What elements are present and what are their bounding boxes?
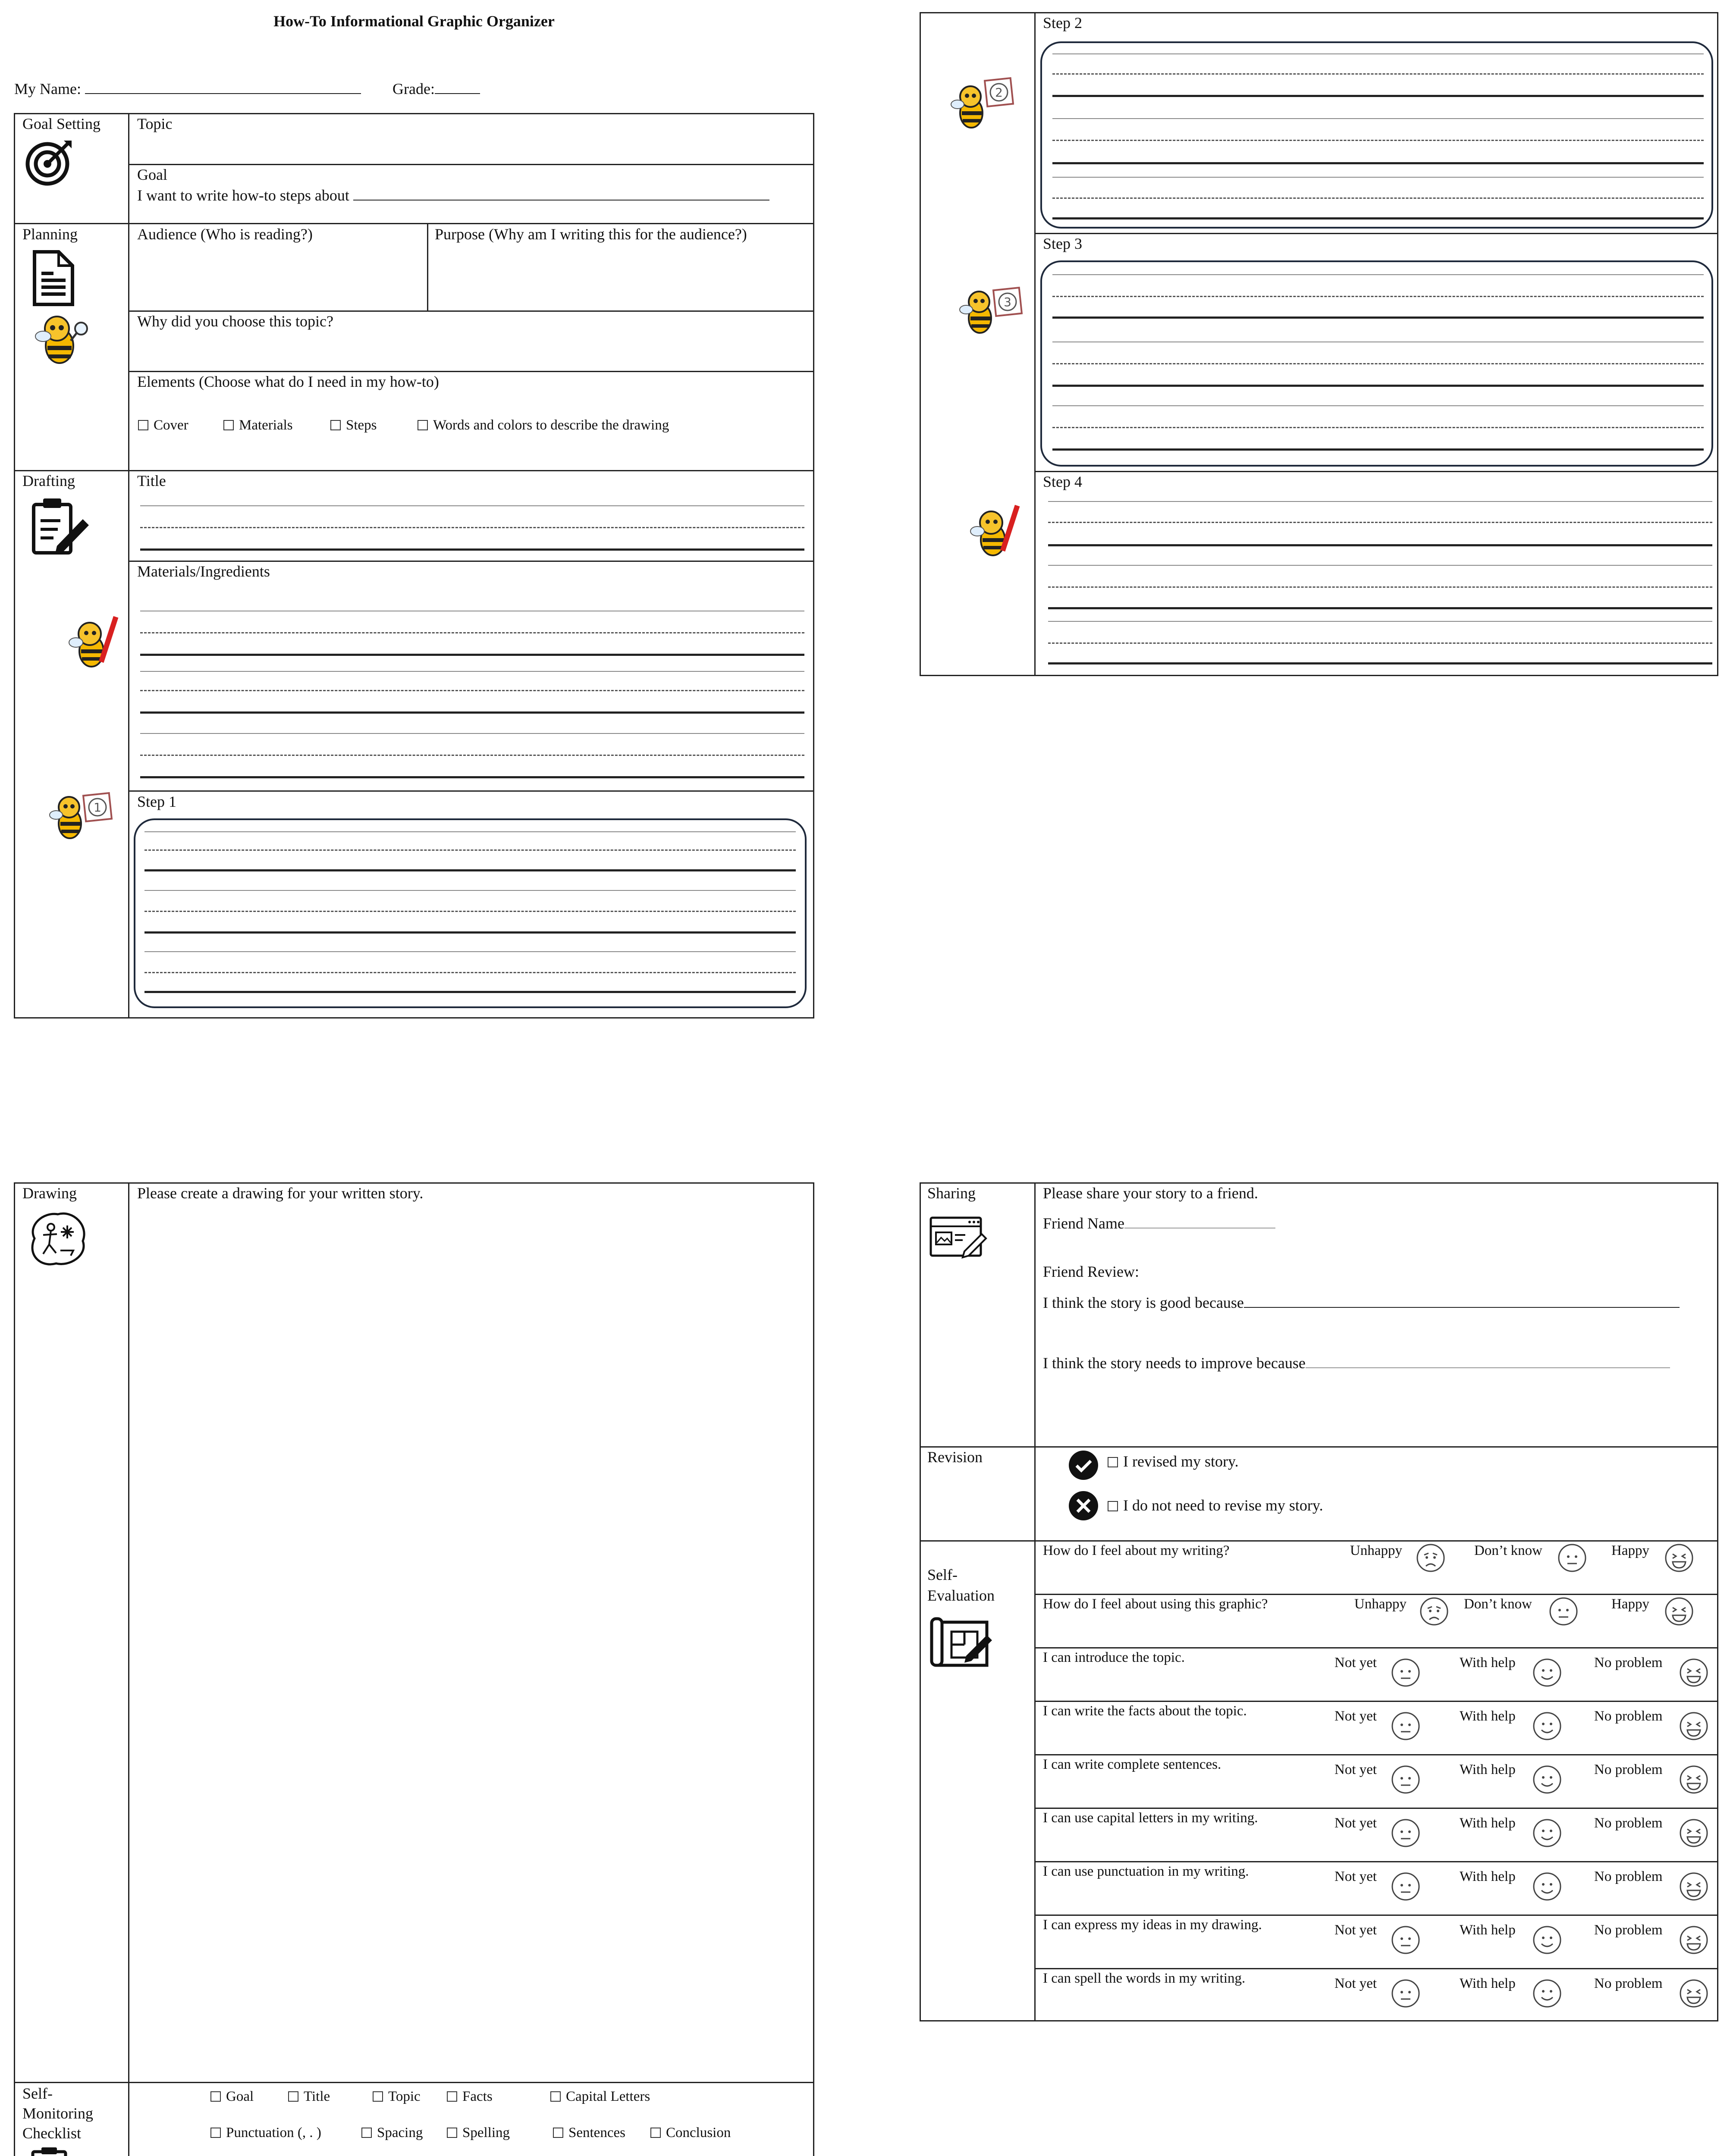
with-help-face-icon[interactable]: [1532, 1978, 1562, 2009]
writing-line[interactable]: [1048, 662, 1712, 664]
row-divider: [128, 371, 814, 372]
step2-label: Step 2: [1043, 14, 1083, 31]
writing-line[interactable]: [1048, 565, 1712, 566]
friend-review-label: Friend Review:: [1043, 1263, 1139, 1280]
materials-label: Materials/Ingredients: [137, 563, 270, 580]
writing-line[interactable]: [140, 776, 804, 778]
svg-text:2: 2: [995, 85, 1003, 100]
name-line: [14, 80, 361, 98]
step1-label: Step 1: [137, 793, 177, 810]
option-with-help: With help: [1460, 1655, 1516, 1670]
checklist-label-line2: Monitoring: [22, 2105, 94, 2122]
drawing-icon: [26, 1208, 91, 1269]
check-sentences[interactable]: [553, 2125, 625, 2141]
column-divider: [427, 223, 428, 310]
elements-label: Elements (Choose what do I need in my how-to): [137, 373, 439, 390]
writing-line: [1052, 385, 1704, 387]
writing-line: [144, 951, 796, 952]
option-dont-know: Don’t know: [1474, 1543, 1542, 1558]
writing-line: [1052, 274, 1704, 275]
row-divider: [14, 470, 814, 471]
step2-writing-box[interactable]: [1040, 41, 1713, 229]
row-divider: [1034, 1915, 1718, 1916]
row-divider: [1034, 1968, 1718, 1969]
option-no-problem: No problem: [1594, 1922, 1663, 1938]
bee-pencil-icon: [65, 611, 121, 672]
not-yet-face-icon[interactable]: [1391, 1978, 1421, 2009]
writing-line: [144, 911, 796, 912]
self-evaluation-label-line2: Evaluation: [927, 1587, 995, 1604]
bee-number-3-icon: [958, 279, 1031, 340]
with-help-face-icon[interactable]: [1532, 1658, 1562, 1688]
check-spelling[interactable]: [447, 2125, 510, 2141]
writing-line: [144, 890, 796, 891]
row-divider: [128, 561, 814, 562]
check-goal-label: Goal: [226, 2089, 254, 2104]
option-no-problem: No problem: [1594, 1976, 1663, 1991]
check-spacing[interactable]: [361, 2125, 423, 2141]
option-no-problem: No problem: [1594, 1708, 1663, 1724]
checklist-icon: [30, 2146, 69, 2156]
row-divider: [128, 790, 814, 792]
skill-statement: I can write complete sentences.: [1043, 1757, 1221, 1772]
neutral-face-icon[interactable]: [1557, 1543, 1587, 1573]
planning-label: Planning: [22, 226, 78, 243]
option-not-yet: Not yet: [1334, 1869, 1377, 1884]
row-divider: [1034, 233, 1718, 234]
good-because-label: I think the story is good because: [1043, 1294, 1244, 1311]
row-divider: [128, 164, 814, 165]
check-title[interactable]: [288, 2089, 330, 2105]
improve-because-field[interactable]: [1306, 1355, 1670, 1368]
writing-line: [1052, 317, 1704, 319]
friend-name-label: Friend Name: [1043, 1215, 1124, 1232]
option-not-yet: Not yet: [1334, 1655, 1377, 1670]
target-icon: [25, 139, 73, 187]
self-evaluation-label-line1: Self-: [927, 1566, 958, 1583]
option-no-problem: No problem: [1594, 1869, 1663, 1884]
name-field[interactable]: [85, 81, 361, 94]
writing-line[interactable]: [140, 632, 804, 633]
writing-line: [1052, 427, 1704, 428]
writing-line: [1052, 118, 1704, 119]
no-problem-face-icon[interactable]: [1679, 1658, 1709, 1688]
writing-line[interactable]: [140, 505, 804, 506]
writing-line: [1052, 448, 1704, 451]
checkbox[interactable]: [553, 2128, 563, 2138]
web-page-edit-icon: [928, 1215, 989, 1258]
no-problem-face-icon[interactable]: [1679, 1764, 1709, 1795]
checklist-label-line3: Checklist: [22, 2125, 81, 2142]
writing-line[interactable]: [140, 671, 804, 672]
writing-line: [1052, 405, 1704, 406]
neutral-face-icon[interactable]: [1548, 1596, 1579, 1626]
no-revision-option-label: I do not need to revise my story.: [1123, 1497, 1323, 1514]
skill-statement: I can express my ideas in my drawing.: [1043, 1917, 1262, 1933]
checkbox[interactable]: [1108, 1457, 1118, 1467]
row-divider: [1034, 1647, 1718, 1648]
revision-label: Revision: [927, 1448, 983, 1466]
friend-name-field[interactable]: [1124, 1216, 1275, 1228]
checkbox[interactable]: [447, 2091, 457, 2102]
writing-line: [144, 991, 796, 993]
row-divider: [14, 2082, 814, 2083]
with-help-face-icon[interactable]: [1532, 1711, 1562, 1741]
grade-line: [392, 80, 480, 98]
check-spacing-label: Spacing: [377, 2125, 423, 2140]
checkbox[interactable]: [447, 2128, 457, 2138]
with-help-face-icon[interactable]: [1532, 1925, 1562, 1955]
check-punctuation-label: Punctuation (, . ): [226, 2125, 321, 2140]
checkmark-circle-icon: [1068, 1450, 1099, 1481]
writing-line[interactable]: [140, 711, 804, 714]
writing-line: [1052, 140, 1704, 141]
goal-label: Goal: [137, 166, 167, 183]
option-with-help: With help: [1460, 1869, 1516, 1884]
option-with-help: With help: [1460, 1976, 1516, 1991]
checkbox[interactable]: [138, 420, 148, 430]
writing-line: [1052, 73, 1704, 75]
row-divider: [1034, 1754, 1718, 1755]
writing-line[interactable]: [140, 548, 804, 551]
checkbox[interactable]: [330, 420, 341, 430]
with-help-face-icon[interactable]: [1532, 1764, 1562, 1795]
not-yet-face-icon[interactable]: [1391, 1711, 1421, 1741]
row-divider: [1034, 471, 1718, 472]
row-divider: [1034, 1701, 1718, 1702]
writing-line: [144, 931, 796, 934]
goal-prompt-line: [137, 186, 769, 204]
skill-statement: I can introduce the topic.: [1043, 1650, 1185, 1665]
goal-field[interactable]: [353, 188, 769, 201]
drawing-prompt: Please create a drawing for your written story.: [137, 1185, 424, 1202]
writing-line[interactable]: [140, 527, 804, 528]
checklist-label: [22, 2084, 93, 2143]
writing-line[interactable]: [1048, 642, 1712, 644]
option-with-help: With help: [1460, 1815, 1516, 1831]
writing-line: [144, 972, 796, 973]
with-help-face-icon[interactable]: [1532, 1818, 1562, 1848]
column-divider: [1034, 1182, 1036, 2021]
check-spelling-label: Spelling: [462, 2125, 510, 2140]
document-icon: [32, 250, 75, 306]
row-divider: [14, 223, 814, 224]
option-with-help: With help: [1460, 1762, 1516, 1777]
bee-magnifier-icon: [30, 307, 91, 367]
option-unhappy: Unhappy: [1350, 1543, 1402, 1558]
step4-label: Step 4: [1043, 473, 1083, 490]
writing-line: [1052, 162, 1704, 164]
column-divider: [128, 113, 129, 1018]
friend-name-line: [1043, 1214, 1275, 1232]
check-sentences-label: Sentences: [568, 2125, 625, 2140]
element-option-words-colors-label: Words and colors to describe the drawing: [433, 417, 669, 433]
good-because-field[interactable]: [1244, 1295, 1680, 1308]
check-facts[interactable]: [447, 2089, 493, 2105]
improve-because-label: I think the story needs to improve because: [1043, 1354, 1306, 1372]
svg-text:1: 1: [94, 800, 101, 815]
row-divider: [128, 310, 814, 312]
check-facts-label: Facts: [462, 2089, 493, 2104]
element-option-cover-label: Cover: [154, 417, 188, 433]
option-unhappy: Unhappy: [1354, 1596, 1407, 1612]
writing-line[interactable]: [140, 690, 804, 691]
element-option-words-colors[interactable]: [418, 417, 669, 433]
check-topic[interactable]: [373, 2089, 421, 2105]
check-goal[interactable]: [210, 2089, 254, 2105]
not-yet-face-icon[interactable]: [1391, 1925, 1421, 1955]
step3-label: Step 3: [1043, 235, 1083, 252]
check-capital-letters-label: Capital Letters: [566, 2089, 650, 2104]
option-not-yet: Not yet: [1334, 1815, 1377, 1831]
grade-label: Grade:: [392, 80, 435, 97]
writing-line[interactable]: [140, 733, 804, 734]
skill-statement: I can use capital letters in my writing.: [1043, 1810, 1258, 1826]
row-divider: [920, 1446, 1718, 1448]
option-with-help: With help: [1460, 1922, 1516, 1938]
no-problem-face-icon[interactable]: [1679, 1818, 1709, 1848]
checkbox[interactable]: [650, 2128, 661, 2138]
feel-question: How do I feel about using this graphic?: [1043, 1596, 1268, 1612]
not-yet-face-icon[interactable]: [1391, 1871, 1421, 1902]
option-happy: Happy: [1611, 1596, 1649, 1612]
writing-line: [144, 831, 796, 832]
bee-number-1-icon: [47, 785, 121, 845]
checkbox[interactable]: [223, 420, 234, 430]
good-because-line: [1043, 1294, 1680, 1312]
writing-line: [1052, 177, 1704, 178]
no-revision-option[interactable]: [1108, 1496, 1323, 1514]
not-yet-face-icon[interactable]: [1391, 1818, 1421, 1848]
checkbox[interactable]: [373, 2091, 383, 2102]
element-option-materials-label: Materials: [239, 417, 293, 433]
element-option-cover[interactable]: [138, 417, 188, 433]
element-option-materials[interactable]: [223, 417, 293, 433]
option-no-problem: No problem: [1594, 1655, 1663, 1670]
writing-line: [1052, 197, 1704, 199]
option-dont-know: Don’t know: [1464, 1596, 1532, 1612]
element-option-steps-label: Steps: [346, 417, 377, 433]
writing-line[interactable]: [1048, 621, 1712, 622]
purpose-label: Purpose (Why am I writing this for the audience?): [435, 226, 747, 243]
writing-line: [1052, 53, 1704, 54]
grade-field[interactable]: [435, 81, 480, 94]
unhappy-face-icon[interactable]: [1419, 1596, 1449, 1626]
writing-line: [1052, 296, 1704, 297]
happy-face-icon[interactable]: [1664, 1596, 1694, 1626]
writing-line: [1052, 363, 1704, 364]
writing-line[interactable]: [1048, 607, 1712, 609]
why-topic-label: Why did you choose this topic?: [137, 313, 333, 330]
drawing-label: Drawing: [22, 1185, 77, 1202]
feel-question: How do I feel about my writing?: [1043, 1543, 1230, 1558]
with-help-face-icon[interactable]: [1532, 1871, 1562, 1902]
no-problem-face-icon[interactable]: [1679, 1925, 1709, 1955]
checkbox[interactable]: [1108, 1501, 1118, 1511]
page-title: How-To Informational Graphic Organizer: [273, 13, 555, 30]
skill-statement: I can use punctuation in my writing.: [1043, 1864, 1249, 1879]
skill-statement: I can write the facts about the topic.: [1043, 1703, 1247, 1719]
checkbox[interactable]: [210, 2091, 221, 2102]
option-not-yet: Not yet: [1334, 1976, 1377, 1991]
skill-statement: I can spell the words in my writing.: [1043, 1971, 1246, 1986]
svg-text:3: 3: [1004, 295, 1011, 309]
option-not-yet: Not yet: [1334, 1922, 1377, 1938]
option-not-yet: Not yet: [1334, 1762, 1377, 1777]
not-yet-face-icon[interactable]: [1391, 1764, 1421, 1795]
step1-writing-box[interactable]: [134, 818, 807, 1008]
column-divider: [1034, 12, 1036, 676]
option-no-problem: No problem: [1594, 1762, 1663, 1777]
writing-line[interactable]: [140, 755, 804, 756]
unhappy-face-icon[interactable]: [1416, 1543, 1446, 1573]
checkbox[interactable]: [550, 2091, 561, 2102]
clipboard-pen-icon: [31, 495, 91, 560]
check-title-label: Title: [304, 2089, 330, 2104]
element-option-steps[interactable]: [330, 417, 377, 433]
option-no-problem: No problem: [1594, 1815, 1663, 1831]
checkbox[interactable]: [288, 2091, 298, 2102]
bee-number-2-icon: [949, 74, 1022, 135]
goal-prompt: I want to write how-to steps about: [137, 187, 349, 204]
drawing-area[interactable]: [129, 1207, 813, 2081]
row-divider: [920, 1540, 1718, 1542]
writing-line[interactable]: [1048, 501, 1712, 502]
title-label: Title: [137, 472, 166, 489]
happy-face-icon[interactable]: [1664, 1543, 1694, 1573]
drafting-label: Drafting: [22, 472, 75, 489]
writing-line: [1052, 95, 1704, 97]
no-problem-face-icon[interactable]: [1679, 1871, 1709, 1902]
row-divider: [1034, 1861, 1718, 1862]
writing-line: [1052, 217, 1704, 219]
writing-line: [144, 869, 796, 871]
blueprint-edit-icon: [930, 1613, 995, 1669]
topic-label: Topic: [137, 115, 173, 132]
writing-line[interactable]: [140, 654, 804, 656]
improve-because-line: [1043, 1354, 1670, 1372]
check-conclusion[interactable]: [650, 2125, 731, 2141]
not-yet-face-icon[interactable]: [1391, 1658, 1421, 1688]
writing-line[interactable]: [1048, 522, 1712, 523]
checkbox[interactable]: [418, 420, 428, 430]
check-conclusion-label: Conclusion: [666, 2125, 731, 2140]
name-label: My Name:: [14, 80, 81, 97]
revised-option[interactable]: [1108, 1452, 1239, 1470]
x-circle-icon: [1068, 1490, 1099, 1521]
checkbox[interactable]: [361, 2128, 372, 2138]
self-evaluation-label: [927, 1564, 995, 1606]
option-happy: Happy: [1611, 1543, 1649, 1558]
row-divider: [1034, 1808, 1718, 1809]
option-not-yet: Not yet: [1334, 1708, 1377, 1724]
checklist-label-line1: Self-: [22, 2085, 53, 2102]
writing-line[interactable]: [1048, 586, 1712, 588]
writing-line: [144, 849, 796, 851]
sharing-label: Sharing: [927, 1185, 976, 1202]
checkbox[interactable]: [210, 2128, 221, 2138]
row-divider: [1034, 1594, 1718, 1595]
revised-option-label: I revised my story.: [1123, 1453, 1239, 1470]
goal-setting-label: Goal Setting: [22, 115, 100, 132]
sharing-prompt: Please share your story to a friend.: [1043, 1185, 1258, 1202]
check-punctuation[interactable]: [210, 2125, 321, 2141]
no-problem-face-icon[interactable]: [1679, 1711, 1709, 1741]
writing-line[interactable]: [1048, 544, 1712, 546]
check-capital-letters[interactable]: [550, 2089, 650, 2105]
option-with-help: With help: [1460, 1708, 1516, 1724]
bee-pencil-icon: [966, 500, 1022, 561]
audience-label: Audience (Who is reading?): [137, 226, 313, 243]
no-problem-face-icon[interactable]: [1679, 1978, 1709, 2009]
check-topic-label: Topic: [388, 2089, 421, 2104]
